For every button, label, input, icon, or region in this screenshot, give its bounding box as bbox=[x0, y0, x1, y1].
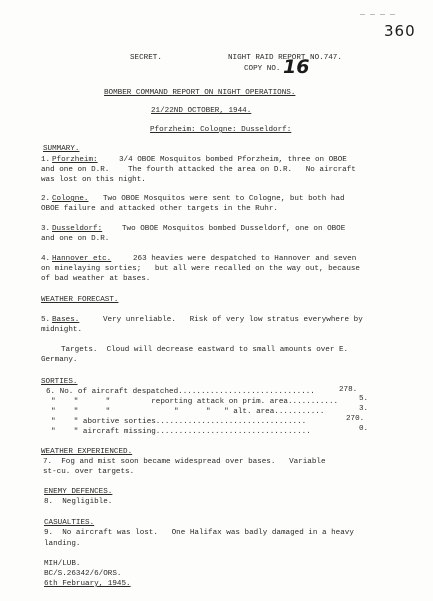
targets-forecast-line1: Targets. Cloud will decrease eastward to small amounts over E. bbox=[61, 346, 349, 354]
item1-line1: 3/4 OBOE Mosquitos bombed Pforzheim, three on OBOE bbox=[119, 156, 347, 164]
item4-line1: 263 heavies were despatched to Hannover and seven bbox=[133, 255, 357, 263]
enemy-defences-heading: ENEMY DEFENCES. bbox=[44, 488, 113, 496]
sorties-row-3-label: " " " " " " alt. area........... bbox=[51, 408, 325, 416]
sorties-row-5-label: " " aircraft missing.................................. bbox=[51, 428, 311, 436]
item3-number: 3. bbox=[41, 225, 51, 233]
item5-line1: Very unreliable. Risk of very low stratus everywhere by bbox=[103, 316, 363, 324]
sorties-row-5-value: 0. bbox=[359, 425, 369, 433]
sorties-row-1-label: 6. No. of aircraft despatched.............................. bbox=[46, 388, 315, 396]
page-number: 360 bbox=[384, 22, 416, 40]
footer-ref2: BC/S.26342/6/ORS. bbox=[44, 570, 122, 578]
sorties-row-2-label: " " " reporting attack on prim. area........... bbox=[51, 398, 339, 406]
item1-place: Pforzheim: bbox=[52, 156, 98, 164]
sorties-row-1-value: 278. bbox=[339, 386, 358, 394]
item1-line3: was lost on this night. bbox=[41, 176, 146, 184]
sorties-row-3-value: 3. bbox=[359, 405, 369, 413]
item4-line3: of bad weather at bases. bbox=[41, 275, 151, 283]
weather-forecast-heading: WEATHER FORECAST. bbox=[41, 296, 119, 304]
item5-number: 5. bbox=[41, 316, 51, 324]
item5-line2: midnight. bbox=[41, 326, 83, 334]
weather-experienced-line2: st-cu. over targets. bbox=[43, 468, 135, 476]
item2-number: 2. bbox=[41, 195, 51, 203]
item2-line2: OBOE failure and attacked other targets in the Ruhr. bbox=[41, 205, 278, 213]
item1-line2-pre: and one on D.R. bbox=[41, 166, 110, 174]
target-list: Pforzheim: Cologne: Dusseldorf: bbox=[150, 126, 292, 134]
copy-no-label: COPY NO. bbox=[244, 65, 281, 73]
footer-ref1: MIH/LUB. bbox=[44, 560, 81, 568]
item3-line1: Two OBOE Mosquitos bombed Dusseldorf, one on OBOE bbox=[122, 225, 346, 233]
casualties-heading: CASUALTIES. bbox=[44, 519, 95, 527]
item3-line2: and one on D.R. bbox=[41, 235, 110, 243]
targets-forecast-line2: Germany. bbox=[41, 356, 78, 364]
item4-number: 4. bbox=[41, 255, 51, 263]
weather-experienced-heading: WEATHER EXPERIENCED. bbox=[41, 448, 133, 456]
sorties-row-4-label: " " abortive sorties................................. bbox=[51, 418, 307, 426]
secret-label: SECRET. bbox=[130, 54, 162, 62]
sorties-row-2-value: 5. bbox=[359, 395, 369, 403]
item2-place: Cologne. bbox=[52, 195, 89, 203]
sorties-heading: SORTIES. bbox=[41, 378, 78, 386]
item4-place: Hannover etc. bbox=[52, 255, 112, 263]
item2-line1: Two OBOE Mosquitos were sent to Cologne, but both had bbox=[103, 195, 345, 203]
hole-punch-marks bbox=[360, 14, 406, 16]
footer-date: 6th February, 1945. bbox=[44, 580, 131, 588]
item1-number: 1. bbox=[41, 156, 51, 164]
summary-heading: SUMMARY. bbox=[43, 145, 80, 153]
report-title: NIGHT RAID REPORT NO.747. bbox=[228, 54, 342, 62]
casualties-line1: 9. No aircraft was lost. One Halifax was badly damaged in a heavy bbox=[44, 529, 354, 537]
item3-place: Dusseldorf: bbox=[52, 225, 103, 233]
report-date: 21/22ND OCTOBER, 1944. bbox=[151, 107, 252, 115]
main-title: BOMBER COMMAND REPORT ON NIGHT OPERATIONS. bbox=[104, 89, 296, 97]
enemy-defences-line1: 8. Negligible. bbox=[44, 498, 113, 506]
item1-line2-post: The fourth attacked the area on D.R. No aircraft bbox=[128, 166, 356, 174]
casualties-line2: landing. bbox=[44, 540, 81, 548]
weather-experienced-line1: 7. Fog and mist soon became widespread over bases. Variable bbox=[43, 458, 326, 466]
sorties-row-4-value: 270. bbox=[346, 415, 365, 423]
copy-number-handwritten: 16 bbox=[283, 56, 310, 78]
item4-line2: on minelaying sorties; but all were recalled on the way out, because bbox=[41, 265, 360, 273]
item5-place: Bases. bbox=[52, 316, 80, 324]
